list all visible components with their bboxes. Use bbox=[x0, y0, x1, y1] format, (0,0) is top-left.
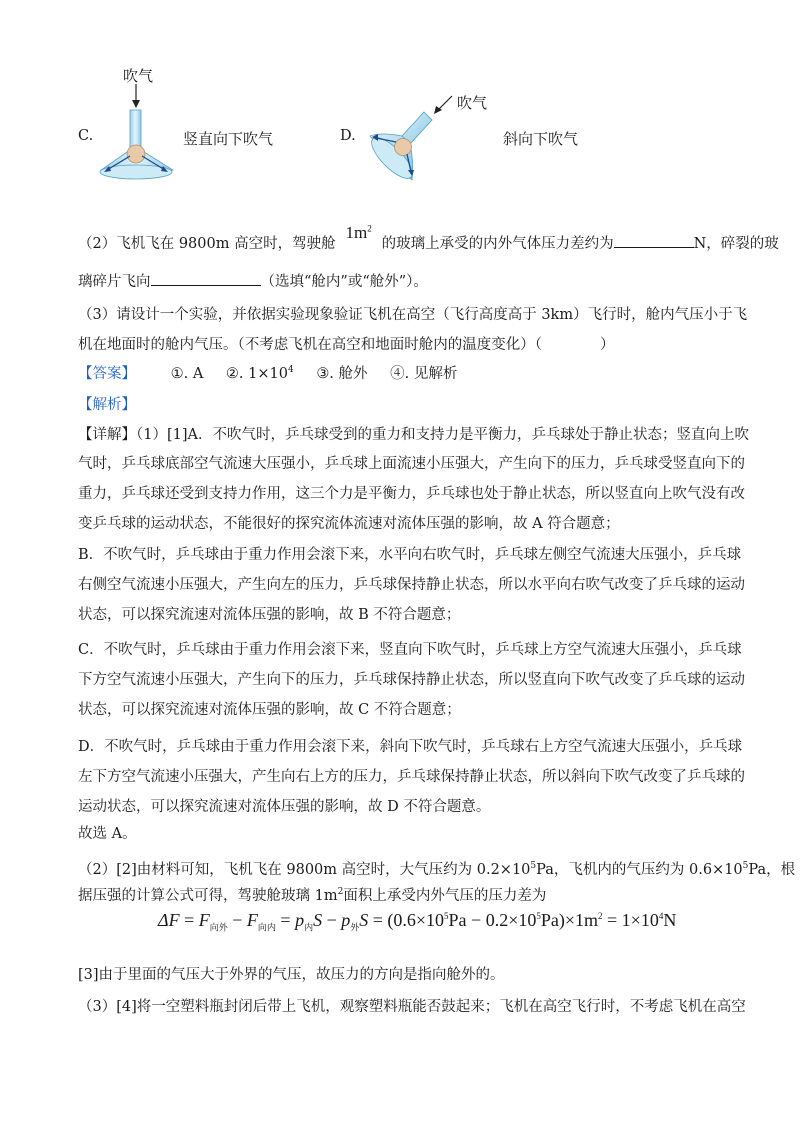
figure-c-blow-label: 吹气 bbox=[123, 67, 154, 85]
figure-d-blow-label: 吹气 bbox=[457, 94, 488, 112]
part-2-explanation-line-1: （2）[2]由材料可知，飞机飞在 9800m 高空时，大气压约为 $0.2\times 10^5Pa$，飞机内的气压约为 $0.6\times 10^5Pa$，根 bbox=[78, 861, 796, 878]
answer-2: ②. $1\times 10^4$ bbox=[225, 365, 294, 382]
question-3-line-2: 机在地面时的舱内气压。（不考虑飞机在高空和地面时舱内的温度变化）（ ） bbox=[78, 337, 615, 353]
detail-line: 【详解】（1）[1]A．不吹气时，乒乓球受到的重力和支持力是平衡力，乒乓球处于静止状态；竖直向上吹 bbox=[78, 427, 749, 443]
unit-area-exponent: 2 bbox=[367, 223, 372, 234]
answer-3: ③. 舱外 bbox=[316, 366, 368, 382]
unit-area: 1m bbox=[345, 223, 368, 242]
detail-line: 右侧空气流速小压强大，产生向左的压力，乒乓球保持静止状态，所以水平向右吹气改变了乒乓球的运动 bbox=[78, 577, 745, 593]
answer-blank-fragment-direction[interactable] bbox=[151, 271, 261, 286]
detail-line: 左下方空气流速小压强大，产生向右上方的压力，乒乓球保持静止状态，所以斜向下吹气改变了乒乓球的 bbox=[78, 769, 745, 785]
question-2-line-2 bbox=[78, 270, 428, 291]
detail-line: B．不吹气时，乒乓球由于重力作用会滚下来，水平向右吹气时，乒乓球左侧空气流速大压强小，乒乓球 bbox=[78, 547, 742, 563]
figure-c-letter: C. bbox=[78, 128, 94, 144]
answer-blank-pressure-difference[interactable] bbox=[614, 233, 694, 248]
question-2-line-2a: 璃碎片飞向 bbox=[78, 274, 151, 290]
detail-line: 运动状态，可以探究流速对流体压强的影响，故 D 不符合题意。 bbox=[78, 799, 491, 815]
answer-4: ④. 见解析 bbox=[390, 366, 458, 382]
part-3-explanation-line: [3]由于里面的气压大于外界的气压，故压力的方向是指向舱外的。 bbox=[78, 967, 505, 983]
answer-tag: 【答案】 bbox=[78, 366, 136, 382]
detail-line: 下方空气流速小压强大，产生向下的压力，乒乓球保持静止状态，所以竖直向下吹气改变了乒乓球的运动 bbox=[78, 672, 745, 688]
detail-line: 故选 A。 bbox=[78, 826, 137, 842]
detail-line: 状态，可以探究流速对流体压强的影响，故 C 不符合题意； bbox=[78, 702, 461, 718]
question-2-part-1: （2）飞机飞在 9800m 高空时，驾驶舱 bbox=[78, 236, 336, 252]
question-2-part-3: N，碎裂的玻 bbox=[693, 236, 779, 252]
answer-line bbox=[78, 362, 457, 383]
detail-line: C．不吹气时，乒乓球由于重力作用会滚下来，竖直向下吹气时，乒乓球上方空气流速大压强小，乒乓球 bbox=[78, 642, 742, 658]
figure-d-funnel-illustration bbox=[362, 92, 462, 187]
pressure-difference-equation: $\Delta F = F_{向外} - F_{向内} = p_内S - p_外S = (0.6\times 10^5Pa - 0.2\times 10^5Pa)\times 1m^2 = 1\times 10^4N$ bbox=[158, 910, 677, 933]
figure-d-letter: D. bbox=[340, 128, 356, 144]
figure-c-funnel-illustration bbox=[95, 82, 185, 187]
detail-line: 变乒乓球的运动状态，不能很好的探究流体流速对流体压强的影响，故 A 符合题意； bbox=[78, 516, 620, 532]
answer-1: ①. A bbox=[170, 366, 204, 382]
question-3-line-1: （3）请设计一个实验，并依据实验现象验证飞机在高空（飞行高度高于 3km）飞行时，舱内气压小于飞 bbox=[78, 307, 748, 323]
analysis-tag: 【解析】 bbox=[78, 397, 136, 413]
detail-line: 重力，乒乓球还受到支持力作用，这三个力是平衡力，乒乓球也处于静止状态，所以竖直向上吹气没有改 bbox=[78, 486, 745, 502]
question-2-part-2: 的玻璃上承受的内外气体压力差约为 bbox=[381, 236, 614, 252]
detail-line: 状态，可以探究流速对流体压强的影响，故 B 不符合题意； bbox=[78, 607, 461, 623]
part-4-explanation-line: （3）[4]将一空塑料瓶封闭后带上飞机，观察塑料瓶能否鼓起来；飞机在高空飞行时，不考虑飞机在高空 bbox=[78, 999, 746, 1015]
question-2-line-1 bbox=[78, 223, 779, 253]
figure-c-caption: 竖直向下吹气 bbox=[183, 130, 274, 148]
figure-d-caption: 斜向下吹气 bbox=[503, 130, 579, 148]
detail-line: D．不吹气时，乒乓球由于重力作用会滚下来，斜向下吹气时，乒乓球右上方空气流速大压强小，乒乓球 bbox=[78, 739, 743, 755]
detail-line: 气时，乒乓球底部空气流速大压强小，乒乓球上面流速小压强大，产生向下的压力，乒乓球受竖直向下的 bbox=[78, 456, 745, 472]
part-2-explanation-line-2: 据压强的计算公式可得，驾驶舱玻璃 $1m^2$面积上承受内外气压的压力差为 bbox=[78, 887, 547, 904]
question-2-line-2b: （选填“舱内”或“舱外”）。 bbox=[260, 274, 428, 290]
